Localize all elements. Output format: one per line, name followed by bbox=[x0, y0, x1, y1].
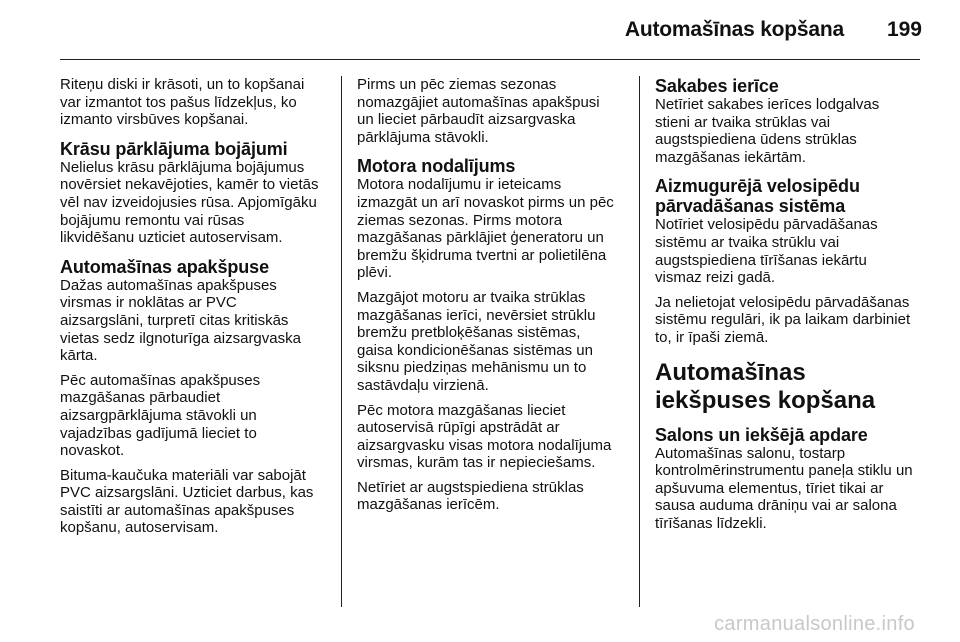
paragraph-cabin-trim: Automašīnas salonu, tostarp kontrolmērinstrumentu paneļa stiklu un apšuvuma elementus, tīriet tikai ar sausa auduma drāniņu vai ar salona tīrīšanas līdzekli. bbox=[655, 444, 913, 532]
paragraph-winter: Pirms un pēc ziemas sezonas nomazgājiet automašīnas apakšpusi un lieciet pārbaudīt aizsargvaska pārklājuma stāvokli. bbox=[357, 76, 600, 146]
paragraph-bike-carrier-2: Ja nelietojat velosipēdu pārvadāšanas sistēmu regulāri, ik pa laikam darbiniet to, ir īpaši ziemā. bbox=[655, 293, 911, 346]
page-header bbox=[0, 0, 960, 56]
paragraph-towing-device: Netīriet sakabes ierīces lodgalvas stieni ar tvaika strūklas vai augstspiediena ūdens strūklas mazgāšanas iekārtām. bbox=[655, 96, 880, 166]
heading-engine-compartment: Motora nodalījums bbox=[357, 156, 516, 177]
heading-cabin-trim: Salons un iekšējā apdare bbox=[655, 424, 868, 445]
heading-bike-carrier: Aizmugurējā velosipēdu pārvadāšanas sistēma bbox=[655, 176, 860, 217]
paragraph-underbody-2: Pēc automašīnas apakšpuses mazgāšanas pārbaudiet aizsargpārklājuma stāvokli un vajadzības gadījumā lieciet to novaskot. bbox=[60, 371, 261, 460]
heading-interior-care: Automašīnas iekšpuses kopšana bbox=[655, 358, 876, 414]
paragraph-engine-2: Mazgājot motoru ar tvaika strūklas mazgāšanas ierīci, nevērsiet strūklu bremžu pretbloķēšanas sistēmas, gaisa kondicionēšanas sistēmas un siksnu piedziņas mehānismu un to sastāvdaļu virzienā. bbox=[357, 288, 596, 394]
header-divider bbox=[60, 59, 920, 60]
paragraph-underbody-3: Bituma-kaučuka materiāli var sabojāt PVC aizsargslāni. Uzticiet darbus, kas saistīti ar automašīnas apakšpuses kopšanu, autoservisam. bbox=[60, 466, 314, 537]
page-number: 199 bbox=[886, 18, 922, 41]
paragraph-engine-4: Netīriet ar augstspiediena strūklas mazgāšanas ierīcēm. bbox=[357, 478, 584, 514]
heading-underbody: Automašīnas apakšpuse bbox=[60, 256, 269, 277]
column-2 bbox=[357, 76, 619, 521]
column-divider-2 bbox=[639, 76, 640, 607]
heading-paint-damage: Krāsu pārklājuma bojājumi bbox=[60, 138, 288, 159]
section-title: Automašīnas kopšana bbox=[624, 18, 844, 41]
column-3 bbox=[655, 76, 917, 540]
paragraph-paint-damage: Nelielus krāsu pārklājuma bojājumus novērsiet nekavējoties, kamēr to vietās vēl nav izveidojusies rūsa. Apjomīgāku bojājumu remontu vai rūsas likvidēšanu uzticiet autoservisam. bbox=[60, 158, 319, 247]
intro-paragraph: Riteņu diski ir krāsoti, un to kopšanai var izmantot tos pašus līdzekļus, ko izmanto virsbūves kopšanai. bbox=[60, 76, 305, 129]
paragraph-engine-3: Pēc motora mazgāšanas lieciet autoservisā rūpīgi apstrādāt ar aizsargvasku visas motora nodalījuma virsmas, kurām tas ir nepieciešams. bbox=[357, 401, 612, 472]
heading-towing-device: Sakabes ierīce bbox=[655, 76, 779, 96]
paragraph-bike-carrier-1: Notīriet velosipēdu pārvadāšanas sistēmu ar tvaika strūklu vai augstspiediena tīrīšanas iekārtu vismaz reizi gadā. bbox=[655, 216, 878, 287]
column-divider-1 bbox=[341, 76, 342, 607]
paragraph-underbody-1: Dažas automašīnas apakšpuses virsmas ir noklātas ar PVC aizsargslāni, turpretī citas kritiskās vietas sedz ilgnoturīga aizsargvaska kārta. bbox=[60, 276, 301, 365]
paragraph-engine-1: Motora nodalījumu ir ieteicams izmazgāt un arī novaskot pirms un pēc ziemas sezonas. Pirms motora mazgāšanas pārklājiet ģeneratoru un bremžu šķidruma tvertni ar polietilēna plēvi. bbox=[357, 176, 614, 282]
column-1 bbox=[60, 76, 322, 544]
watermark: carmanualsonline.info bbox=[714, 613, 915, 635]
